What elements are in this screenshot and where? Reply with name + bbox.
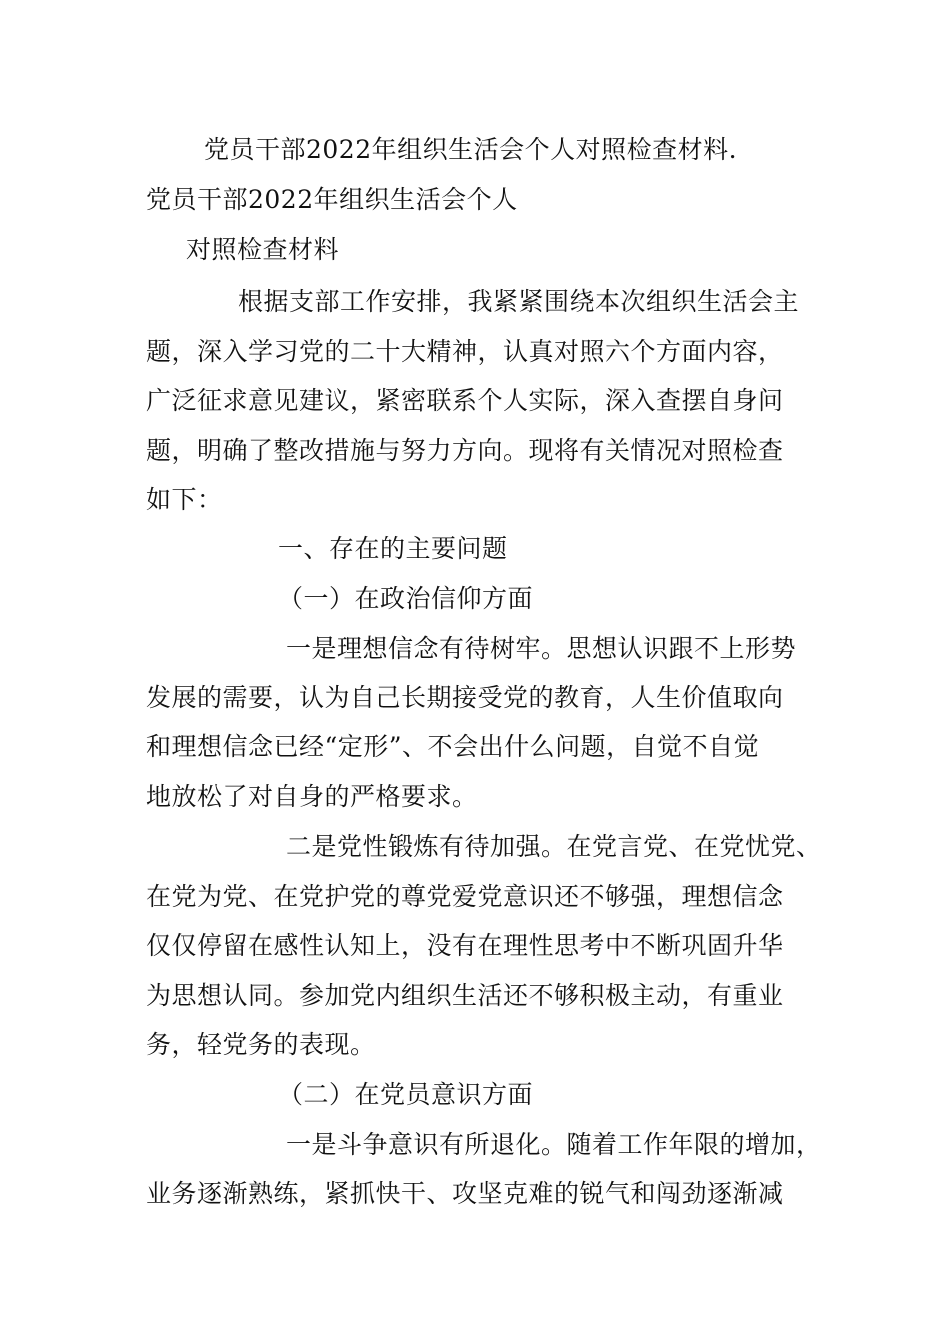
document-heading: 党员干部2022年组织生活会个人 xyxy=(146,185,518,214)
subsection-title: （二）在党员意识方面 xyxy=(278,1080,534,1109)
paragraph-line: 务，轻党务的表现。 xyxy=(146,1030,376,1059)
paragraph-line: 和理想信念已经“定形”、不会出什么问题，自觉不自觉 xyxy=(146,732,760,761)
paragraph-line: 题，深入学习党的二十大精神，认真对照六个方面内容， xyxy=(146,337,784,366)
paragraph-line: 在党为党、在党护党的尊党爱党意识还不够强，理想信念 xyxy=(146,882,784,911)
paragraph-line: 仅仅停留在感性认知上，没有在理性思考中不断巩固升华 xyxy=(146,931,784,960)
paragraph-line: 一是理想信念有待树牢。思想认识跟不上形势 xyxy=(286,634,797,663)
document-subheading: 对照检查材料 xyxy=(186,235,340,264)
document-title-line: 党员干部2022年组织生活会个人对照检查材料. xyxy=(204,135,738,164)
paragraph-line: 二是党性锻炼有待加强。在党言党、在党忧党、 xyxy=(286,832,822,861)
paragraph-line: 根据支部工作安排，我紧紧围绕本次组织生活会主 xyxy=(238,287,800,316)
paragraph-line: 发展的需要，认为自己长期接受党的教育，人生价值取向 xyxy=(146,683,784,712)
paragraph-line: 一是斗争意识有所退化。随着工作年限的增加， xyxy=(286,1130,822,1159)
paragraph-line: 如下： xyxy=(146,485,223,514)
paragraph-line: 为思想认同。参加党内组织生活还不够积极主动，有重业 xyxy=(146,981,784,1010)
paragraph-line: 业务逐渐熟练，紧抓快干、攻坚克难的锐气和闯劲逐渐减 xyxy=(146,1179,784,1208)
section-title: 一、存在的主要问题 xyxy=(278,534,508,563)
paragraph-line: 地放松了对自身的严格要求。 xyxy=(146,782,478,811)
paragraph-line: 广泛征求意见建议，紧密联系个人实际，深入查摆自身问 xyxy=(146,386,784,415)
subsection-title: （一）在政治信仰方面 xyxy=(278,584,534,613)
paragraph-line: 题，明确了整改措施与努力方向。现将有关情况对照检查 xyxy=(146,436,784,465)
